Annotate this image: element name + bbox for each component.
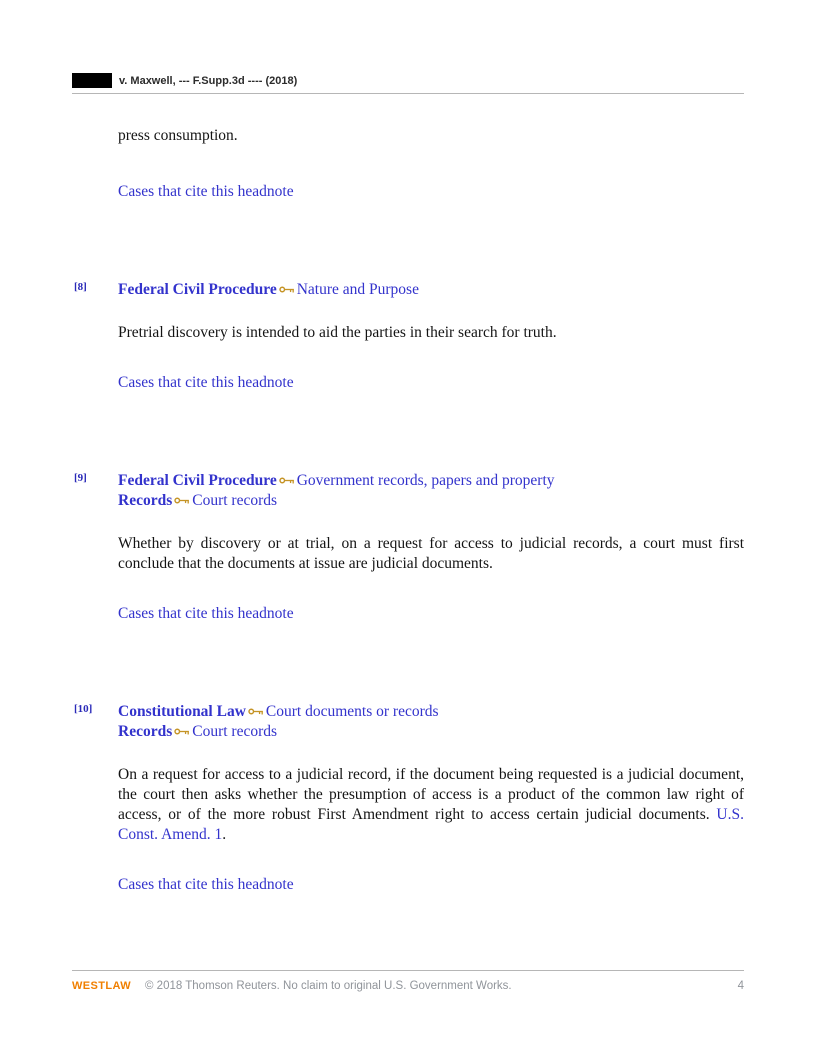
headnote-body: Pretrial discovery is intended to aid the parties in their search for truth. (118, 324, 557, 341)
topic-line (118, 491, 744, 511)
key-number-icon (279, 280, 295, 300)
topic-link[interactable]: Federal Civil Procedure (118, 472, 277, 489)
headnote-body (118, 765, 744, 845)
case-citation: v. Maxwell, --- F.Supp.3d ---- (2018) (119, 74, 298, 87)
westlaw-logo: WESTLAW (72, 980, 132, 992)
topic-line (118, 280, 744, 300)
subtopic-link[interactable]: Government records, papers and property (296, 472, 555, 489)
headnote-9 (74, 471, 744, 624)
key-number-icon (174, 491, 190, 511)
topic-link[interactable]: Constitutional Law (118, 703, 246, 720)
topic-link[interactable]: Federal Civil Procedure (118, 281, 277, 298)
headnote-number: [9] (74, 472, 87, 484)
headnote-number: [8] (74, 281, 87, 293)
page-number: 4 (737, 980, 744, 992)
cases-cite-link[interactable]: Cases that cite this headnote (118, 374, 294, 391)
page-footer (72, 966, 744, 992)
headnote-10 (74, 702, 744, 895)
subtopic-link[interactable]: Nature and Purpose (296, 281, 419, 298)
footer-divider (72, 970, 744, 971)
headnote-8 (74, 280, 744, 393)
topic-link[interactable]: Records (118, 492, 173, 509)
topic-line (118, 722, 744, 742)
headnote-body-text: On a request for access to a judicial record, if the document being requested is a judicial document, the court then asks whether the presumption of access is a product of the common law right of access, or of the more robust First Amendment right to access certain judicial documents. (118, 766, 744, 823)
key-number-icon (248, 702, 264, 722)
copyright-text: © 2018 Thomson Reuters. No claim to original U.S. Government Works. (145, 980, 512, 992)
key-number-icon (279, 471, 295, 491)
subtopic-link[interactable]: Court records (192, 492, 278, 509)
header-row (72, 72, 744, 89)
cases-cite-link[interactable]: Cases that cite this headnote (118, 183, 294, 200)
paragraph-continuation: press consumption. (118, 127, 238, 144)
document-body (72, 93, 744, 895)
subtopic-link[interactable]: Court documents or records (265, 703, 439, 720)
key-number-icon (174, 722, 190, 742)
constitution-citation-link[interactable]: U.S. Const. Amend. 1 (118, 806, 744, 843)
headnote-body: Whether by discovery or at trial, on a request for access to judicial records, a court must first conclude that the documents at issue are judicial documents. (118, 535, 744, 572)
topic-line (118, 471, 744, 491)
page-header (72, 72, 744, 94)
topic-link[interactable]: Records (118, 723, 173, 740)
cases-cite-link[interactable]: Cases that cite this headnote (118, 605, 294, 622)
footer-row (72, 980, 744, 992)
subtopic-link[interactable]: Court records (192, 723, 278, 740)
redacted-party-name (72, 73, 112, 88)
headnote-body-text: . (222, 826, 227, 843)
topic-line (118, 702, 744, 722)
headnote-number: [10] (74, 703, 93, 715)
cases-cite-link[interactable]: Cases that cite this headnote (118, 876, 294, 893)
